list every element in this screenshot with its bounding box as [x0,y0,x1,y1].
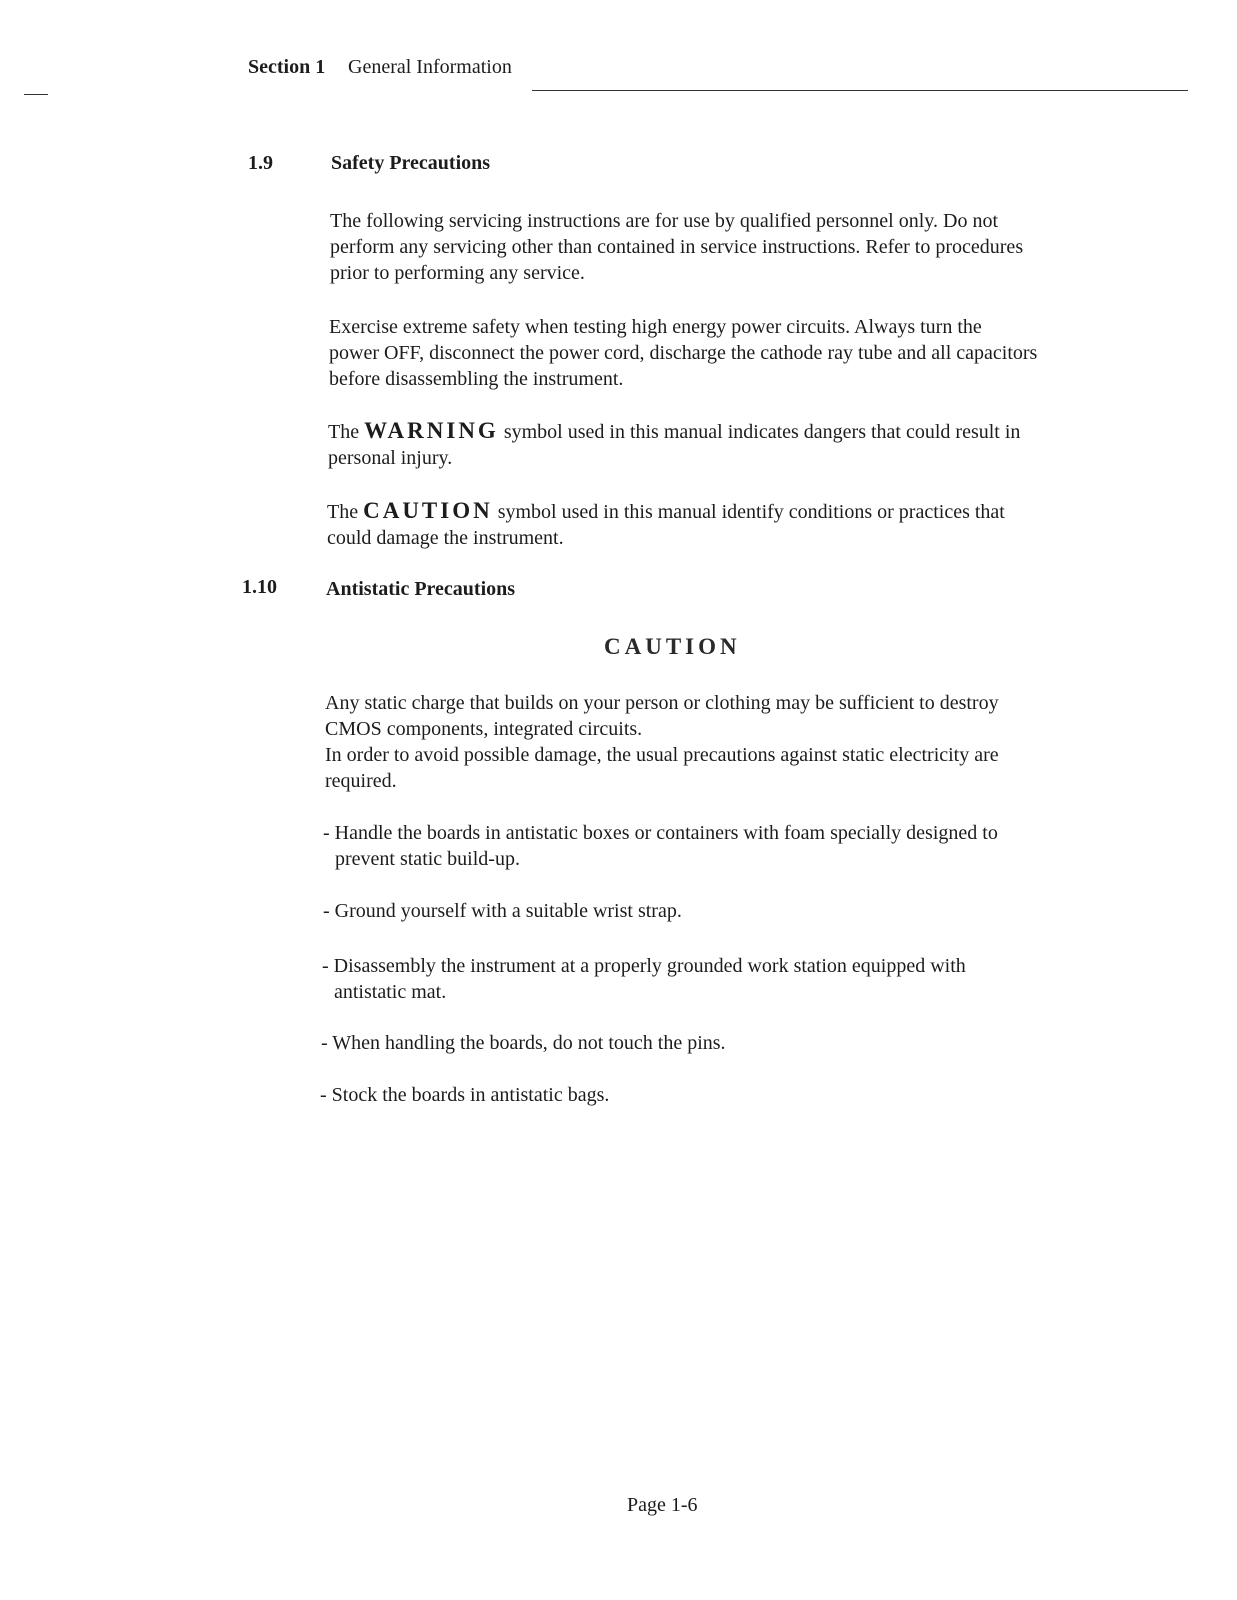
paragraph-line: personal injury. [328,447,453,469]
list-item [321,1030,726,1056]
list-item [323,898,682,924]
paragraph-line: perform any servicing other than contained in service instructions. Refer to procedures [330,236,1024,258]
caution-heading: CAUTION [604,634,741,659]
header-section-label: Section 1 [248,56,326,78]
paragraph-line: could damage the instrument. [327,527,564,549]
paragraph-line: The following servicing instructions are for use by qualified personnel only. Do not [330,210,998,232]
warning-prefix: The [328,421,360,443]
caution-symbol-paragraph [327,498,1005,551]
list-item-line: - Handle the boards in antistatic boxes or containers with foam specially designed to [323,822,998,844]
caution-prefix: The [327,501,359,523]
list-item-line: - Stock the boards in antistatic bags. [320,1084,610,1106]
header-rule [532,90,1188,91]
section-title-safety-precautions: Safety Precautions [331,152,491,174]
caution-keyword: CAUTION [363,498,493,523]
paragraph-line: before disassembling the instrument. [329,368,624,390]
margin-mark [24,94,48,95]
paragraph-line: prior to performing any service. [330,262,585,284]
page-number: Page 1-6 [627,1494,698,1516]
list-item-line: prevent static build-up. [335,848,520,870]
list-item-line: - Disassembly the instrument at a properly grounded work station equipped with [322,955,966,977]
paragraph-line: CMOS components, integrated circuits. [325,718,643,740]
paragraph-line: Any static charge that builds on your person or clothing may be sufficient to destroy [325,692,999,714]
paragraph-line: power OFF, disconnect the power cord, discharge the cathode ray tube and all capacitors [329,342,1038,364]
paragraph-line: required. [325,770,397,792]
section-number-1-9: 1.9 [248,152,273,174]
paragraph-line [327,498,1005,525]
section-number-1-10: 1.10 [242,576,277,598]
paragraph-line [328,418,1020,445]
warning-suffix: symbol used in this manual indicates dangers that could result in [503,421,1021,443]
list-item-line: - Ground yourself with a suitable wrist strap. [323,900,682,922]
page-header [248,56,1188,96]
list-item [320,1082,609,1108]
antistatic-intro [325,690,999,794]
header-section-title: General Information [348,56,512,78]
list-item [323,820,998,872]
list-item-line: antistatic mat. [334,981,447,1003]
safety-paragraph-1 [330,208,1023,286]
safety-paragraph-2 [329,314,1037,392]
list-item-line: - When handling the boards, do not touch the pins. [321,1032,726,1054]
caution-suffix: symbol used in this manual identify conditions or practices that [497,501,1005,523]
warning-keyword: WARNING [364,418,499,443]
paragraph-line: Exercise extreme safety when testing high energy power circuits. Always turn the [329,316,982,338]
list-item [322,953,966,1005]
section-title-antistatic-precautions: Antistatic Precautions [326,578,516,600]
paragraph-line: In order to avoid possible damage, the usual precautions against static electricity are [325,744,999,766]
warning-symbol-paragraph [328,418,1020,471]
